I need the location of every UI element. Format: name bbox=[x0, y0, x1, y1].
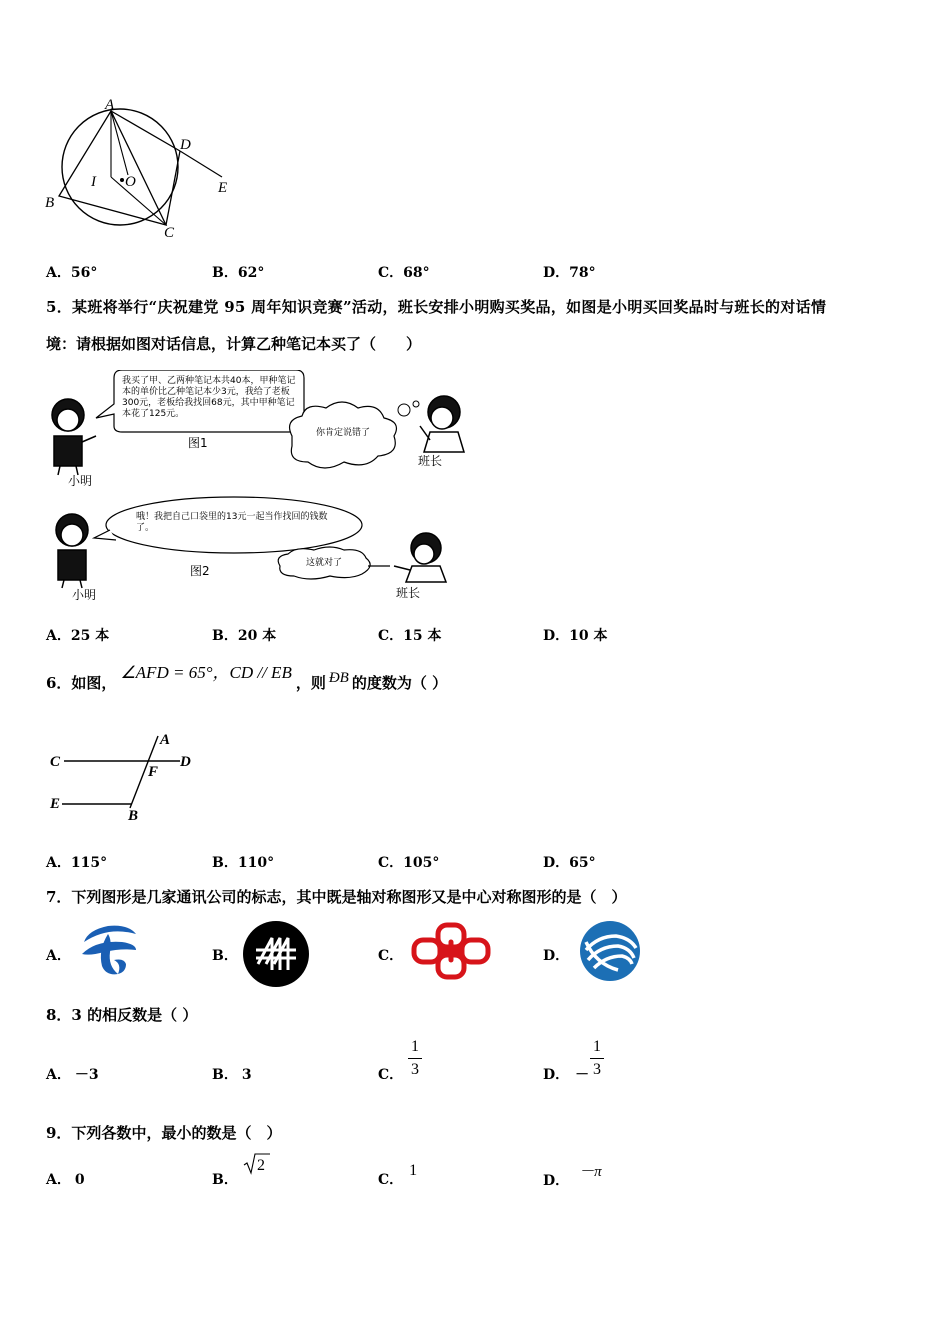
bubble-1-text: 我买了甲、乙两种笔记本共40本，甲种笔记本的单价比乙种笔记本少3元，我给了老板300元，老板给我找回68元，其中甲种笔记本花了125元。 bbox=[122, 376, 296, 419]
q7-option-a[interactable]: A． bbox=[46, 948, 71, 964]
q9-stem: 9．下列各数中，最小的数是（ ） bbox=[46, 1124, 282, 1142]
fig2-caption: 图2 bbox=[190, 564, 210, 578]
label-c: C bbox=[50, 754, 61, 770]
q5-stem-line2: 境：请根据如图对话信息，计算乙种笔记本买了（ ） bbox=[46, 335, 422, 353]
china-telecom-logo bbox=[78, 920, 142, 980]
q7-stem: 7．下列图形是几家通讯公司的标志，其中既是轴对称图形又是中心对称图形的是（ ） bbox=[46, 888, 627, 906]
q5-option-a[interactable]: A．25 本 bbox=[46, 628, 110, 644]
q7-option-d[interactable]: D． bbox=[543, 948, 570, 964]
q9-option-d[interactable]: D．－π bbox=[543, 1164, 602, 1189]
q5-option-c[interactable]: C．15 本 bbox=[378, 628, 442, 644]
q8-fraction-c: 1 3 bbox=[408, 1038, 422, 1079]
q8-stem: 8．3 的相反数是（ ） bbox=[46, 1006, 198, 1024]
circle-figure bbox=[40, 95, 250, 245]
banzhang-label-1: 班长 bbox=[418, 454, 443, 468]
q6-option-d[interactable]: D．65° bbox=[543, 855, 596, 871]
label-e: E bbox=[50, 796, 61, 812]
q8-option-d[interactable]: D． － bbox=[543, 1067, 590, 1083]
sqrt-two bbox=[243, 1152, 271, 1176]
xiaoming-figure-2 bbox=[56, 514, 88, 588]
label-f: F bbox=[148, 764, 159, 780]
q6-angle-b: ÐB bbox=[328, 670, 349, 686]
q9-option-a[interactable]: A． 0 bbox=[46, 1172, 85, 1188]
q6-stem: 6．如图，∠AFD = 65°，CD // EB，则 ÐB 的度数为（ ） bbox=[46, 663, 448, 692]
q6-option-c[interactable]: C．105° bbox=[378, 855, 440, 871]
q8-fraction-d: 1 3 bbox=[590, 1038, 604, 1079]
q4-option-c[interactable]: C．68° bbox=[378, 265, 430, 281]
label-c: C bbox=[164, 225, 175, 241]
banzhang-label-2: 班长 bbox=[396, 586, 421, 600]
q8-option-a[interactable]: A． －3 bbox=[46, 1067, 99, 1083]
label-b: B bbox=[45, 195, 55, 211]
q6-option-a[interactable]: A．115° bbox=[46, 855, 108, 871]
china-mobile-logo bbox=[578, 920, 642, 982]
label-i: I bbox=[91, 174, 96, 190]
q4-option-d[interactable]: D．78° bbox=[543, 265, 596, 281]
dialogue-picture bbox=[44, 370, 474, 610]
q5-option-d[interactable]: D．10 本 bbox=[543, 628, 608, 644]
banzhang-figure-1 bbox=[420, 396, 464, 452]
label-o: O bbox=[125, 174, 136, 190]
bubble-4-text: 这就对了 bbox=[306, 558, 343, 568]
label-a: A bbox=[160, 732, 171, 748]
china-netcom-logo bbox=[242, 920, 310, 988]
bubble-2-text: 你肯定说错了 bbox=[316, 428, 371, 438]
label-a: A bbox=[105, 97, 115, 113]
q8-option-b[interactable]: B． 3 bbox=[212, 1067, 252, 1083]
q9-option-b[interactable]: B． bbox=[212, 1172, 238, 1188]
q9-option-c[interactable]: C．1 bbox=[378, 1162, 418, 1188]
banzhang-figure-2 bbox=[394, 533, 446, 582]
xiaoming-label-1: 小明 bbox=[68, 474, 93, 488]
label-b: B bbox=[128, 808, 139, 824]
xiaoming-figure-1 bbox=[52, 399, 96, 475]
q6-option-b[interactable]: B．110° bbox=[212, 855, 275, 871]
q8-option-c[interactable]: C． bbox=[378, 1067, 404, 1083]
china-unicom-logo bbox=[410, 922, 492, 980]
q7-option-c[interactable]: C． bbox=[378, 948, 404, 964]
fig1-caption: 图1 bbox=[188, 436, 208, 450]
sqrt-radicand: 2 bbox=[257, 1157, 265, 1174]
parallel-lines-figure bbox=[44, 728, 204, 828]
q7-option-b[interactable]: B． bbox=[212, 948, 238, 964]
bubble-3-text: 哦！我把自己口袋里的13元一起当作找回的钱数了。 bbox=[136, 512, 328, 533]
q5-stem-line1: 5．某班将举行“庆祝建党 95 周年知识竞赛”活动，班长安排小明购买奖品，如图是小明买回奖品时与班长的对话情 bbox=[46, 298, 827, 316]
label-e: E bbox=[218, 180, 228, 196]
label-d: D bbox=[180, 754, 191, 770]
q6-condition: ∠AFD = 65°，CD // EB bbox=[120, 663, 292, 682]
q4-option-a[interactable]: A．56° bbox=[46, 265, 98, 281]
q5-option-b[interactable]: B．20 本 bbox=[212, 628, 277, 644]
xiaoming-label-2: 小明 bbox=[72, 588, 97, 602]
q4-option-b[interactable]: B．62° bbox=[212, 265, 265, 281]
label-d: D bbox=[180, 137, 191, 153]
